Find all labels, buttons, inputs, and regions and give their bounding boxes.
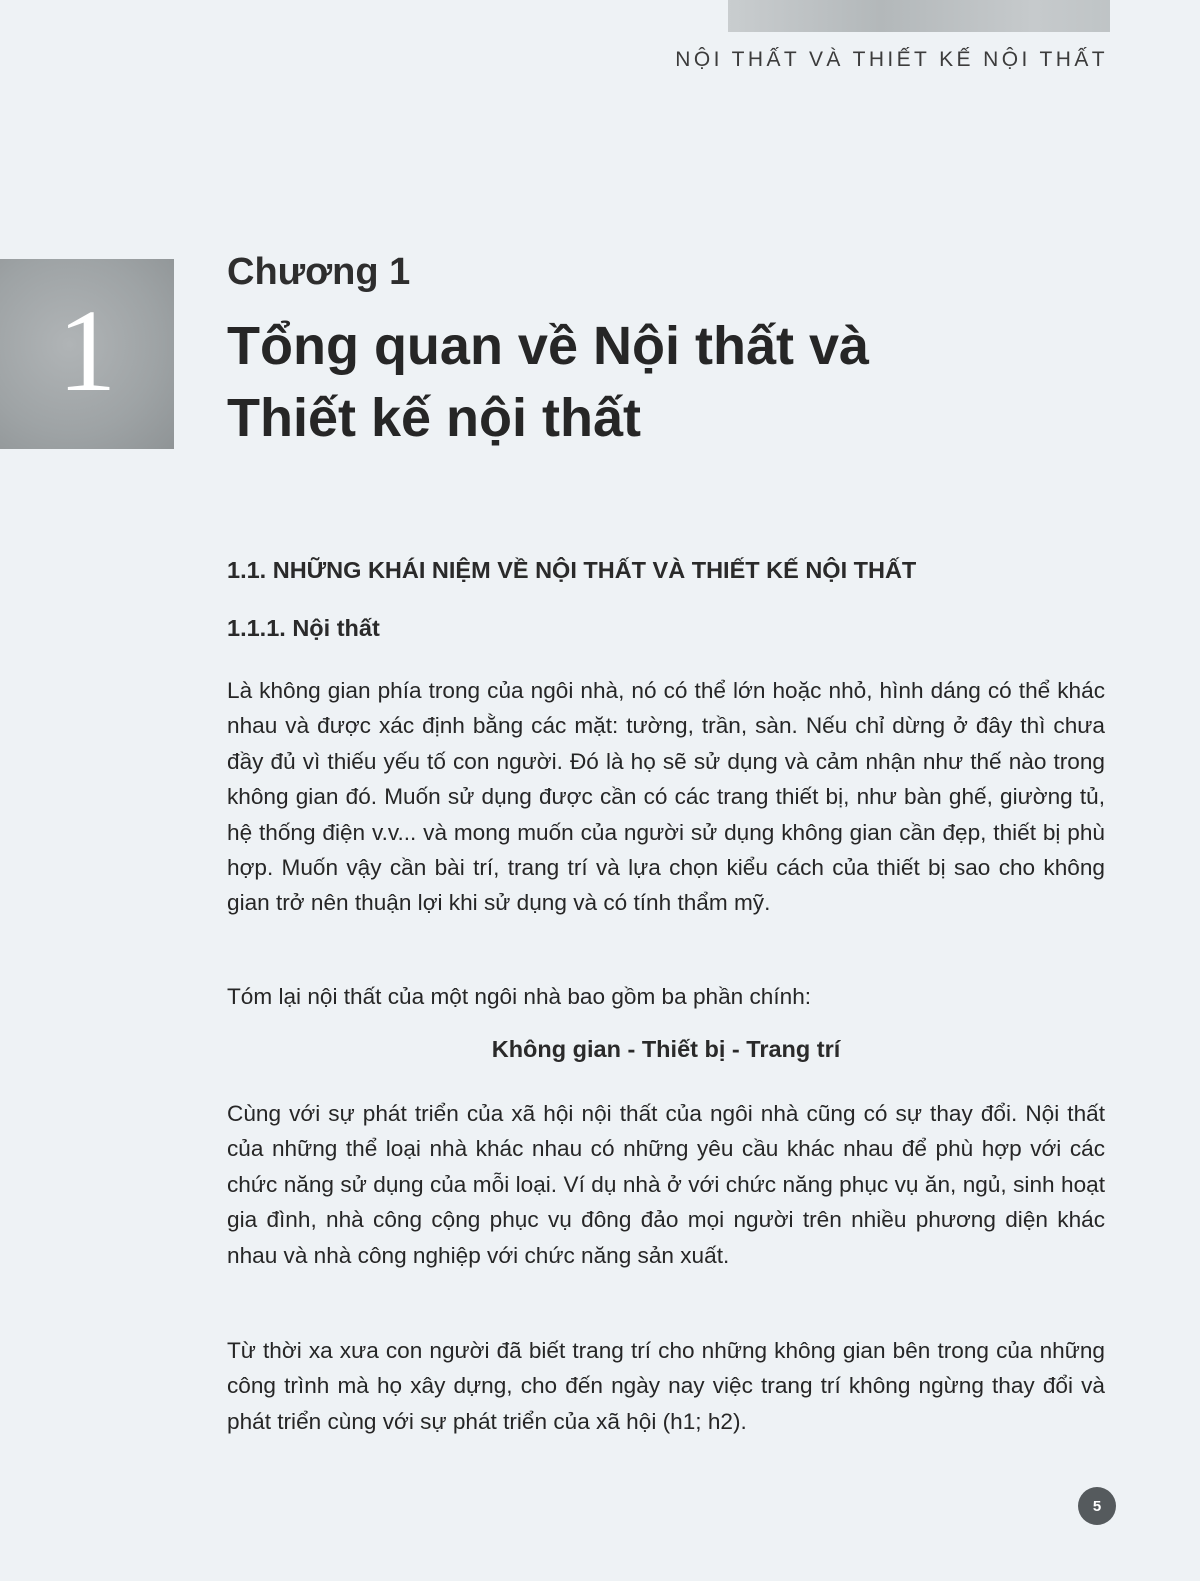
body-paragraph-2: Tóm lại nội thất của một ngôi nhà bao gồm ba phần chính: [227, 984, 812, 1009]
emphasis-line: Không gian - Thiết bị - Trang trí [491, 1036, 841, 1062]
chapter-number: 1 [57, 285, 117, 416]
body-paragraph-1: Là không gian phía trong của ngôi nhà, nó có thể lớn hoặc nhỏ, hình dáng có thể khác nhau và được xác định bằng các mặt: tường, trần, sàn. Nếu chỉ dừng ở đây thì chưa đầy đủ vì thiếu yếu tố con người. Đó là họ sẽ sử dụng và cảm nhận như thế nào trong không gian đó. Muốn sử dụng được cần có các trang thiết bị, như bàn ghế, giường tủ, hệ thống điện v.v... và mong muốn của người sử dụng không gian cần đẹp, thiết bị phù hợp. Muốn vậy cần bài trí, trang trí và lựa chọn kiểu cách của thiết bị sao cho không gian trở nên thuận lợi khi sử dụng và có tính thẩm mỹ. [227, 678, 1105, 916]
chapter-number-block [0, 259, 174, 449]
chapter-title-line-1: Tổng quan về Nội thất và [227, 316, 870, 376]
running-header-title: NỘI THẤT VÀ THIẾT KẾ NỘI THẤT [675, 48, 1108, 71]
body-paragraph-4: Từ thời xa xưa con người đã biết trang trí cho những không gian bên trong của những công trình mà họ xây dựng, cho đến ngày nay việc trang trí không ngừng thay đổi và phát triển cùng với sự phát triển của xã hội (h1; h2). [227, 1338, 1105, 1434]
chapter-title-line-2: Thiết kế nội thất [227, 388, 642, 448]
header-decorative-strip [728, 0, 1110, 32]
subsection-heading: 1.1.1. Nội thất [227, 615, 380, 641]
chapter-title [227, 310, 1047, 454]
page-number-badge: 5 [1078, 1487, 1116, 1525]
chapter-label: Chương 1 [227, 251, 411, 293]
body-paragraph-3: Cùng với sự phát triển của xã hội nội thất của ngôi nhà cũng có sự thay đổi. Nội thất của những thể loại nhà khác nhau có những yêu cầu khác nhau để phù hợp với các chức năng sử dụng của mỗi loại. Ví dụ nhà ở với chức năng phục vụ ăn, ngủ, sinh hoạt gia đình, nhà công cộng phục vụ đông đảo mọi người trên nhiều phương diện khác nhau và nhà công nghiệp với chức năng sản xuất. [227, 1101, 1105, 1268]
section-heading: 1.1. NHỮNG KHÁI NIỆM VỀ NỘI THẤT VÀ THIẾT KẾ NỘI THẤT [227, 557, 917, 583]
